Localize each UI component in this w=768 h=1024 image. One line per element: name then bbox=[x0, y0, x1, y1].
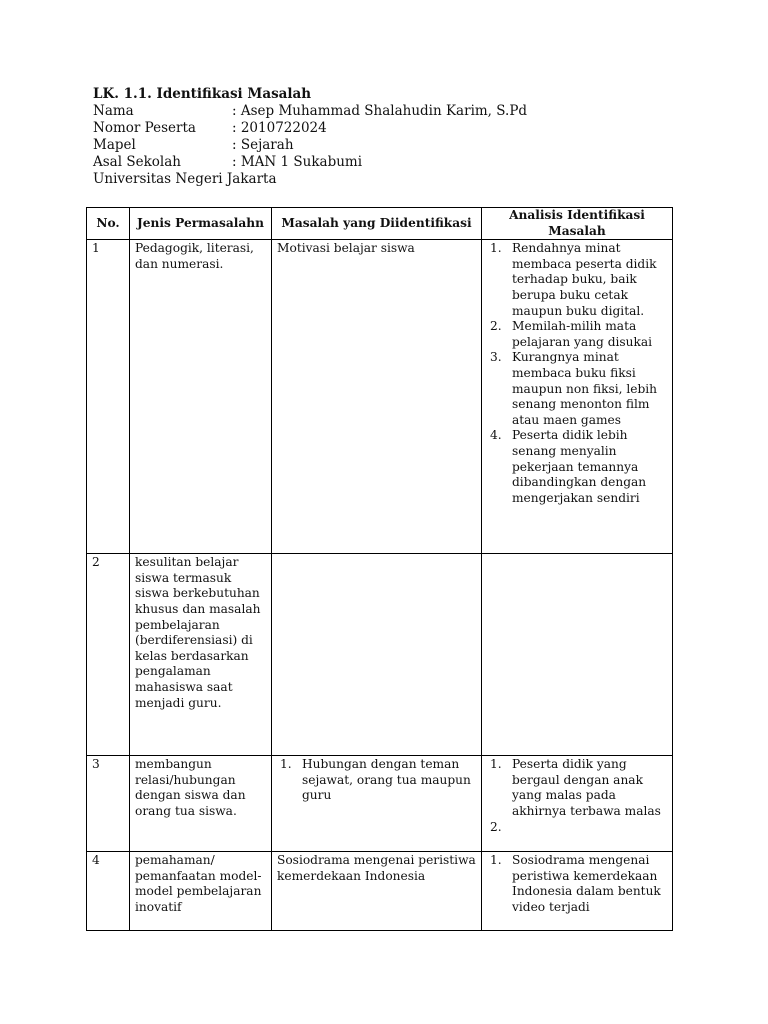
list-item bbox=[487, 853, 667, 915]
list-text: Rendahnya minat membaca peserta didik terhadap buku, baik berupa buku cetak maupun buku digital. bbox=[512, 241, 657, 318]
info-label: Asal Sekolah bbox=[93, 154, 181, 170]
info-value: : MAN 1 Sukabumi bbox=[232, 154, 363, 170]
table-row bbox=[87, 554, 673, 756]
masalah-cell: Motivasi belajar siswa bbox=[272, 240, 482, 554]
jenis-cell: kesulitan belajar siswa termasuk siswa berkebutuhan khusus dan masalah pembelajaran (berdiferensiasi) di kelas berdasarkan pengalaman mahasiswa saat menjadi guru. bbox=[130, 554, 272, 756]
analisis-cell bbox=[482, 852, 673, 931]
list-text: Peserta didik yang bergaul dengan anak yang malas pada akhirnya terbawa malas bbox=[512, 757, 661, 818]
list-number: 1. bbox=[490, 241, 502, 256]
masalah-cell bbox=[272, 554, 482, 756]
list-item bbox=[487, 757, 667, 819]
document-header bbox=[93, 86, 693, 188]
list-text bbox=[512, 820, 667, 836]
list-number: 1. bbox=[280, 757, 292, 772]
header-analisis: Analisis Identifikasi Masalah bbox=[482, 208, 673, 240]
info-value: : Asep Muhammad Shalahudin Karim, S.Pd bbox=[232, 103, 528, 119]
list-item bbox=[487, 350, 667, 428]
university-name: Universitas Negeri Jakarta bbox=[93, 171, 277, 187]
list-number: 2. bbox=[490, 819, 502, 834]
masalah-cell: Sosiodrama mengenai peristiwa kemerdekaan Indonesia bbox=[272, 852, 482, 931]
list-text: Kurangnya minat membaca buku fiksi maupun non fiksi, lebih senang menonton film atau maen games bbox=[512, 350, 658, 427]
list-text: Peserta didik lebih senang menyalin pekerjaan temannya dibandingkan dengan mengerjakan sendiri bbox=[512, 428, 647, 505]
table-row bbox=[87, 852, 673, 931]
row-number: 1 bbox=[87, 240, 130, 554]
analisis-cell bbox=[482, 756, 673, 852]
list-item bbox=[487, 428, 667, 506]
header-jenis-permasalahan: Jenis Permasalahn bbox=[130, 208, 272, 240]
list-item bbox=[487, 319, 667, 350]
document-title: LK. 1.1. Identifikasi Masalah bbox=[93, 86, 312, 102]
row-number: 3 bbox=[87, 756, 130, 852]
table-row bbox=[87, 756, 673, 852]
analisis-list bbox=[487, 241, 667, 506]
jenis-cell: Pedagogik, literasi, dan numerasi. bbox=[130, 240, 272, 554]
list-number: 1. bbox=[490, 757, 502, 772]
list-number: 1. bbox=[490, 853, 502, 868]
list-number: 2. bbox=[490, 319, 502, 334]
info-label: Mapel bbox=[93, 137, 136, 153]
masalah-cell bbox=[272, 756, 482, 852]
identity-block bbox=[93, 103, 693, 171]
list-text: Memilah-milih mata pelajaran yang disukai bbox=[512, 319, 653, 349]
info-label: Nomor Peserta bbox=[93, 120, 196, 136]
list-text: Sosiodrama mengenai peristiwa kemerdekaan Indonesia dalam bentuk video terjadi bbox=[512, 853, 661, 914]
jenis-cell: pemahaman/ pemanfaatan model-model pembelajaran inovatif bbox=[130, 852, 272, 931]
analisis-list bbox=[487, 757, 667, 835]
header-masalah-diidentifikasi: Masalah yang Diidentifikasi bbox=[272, 208, 482, 240]
list-number: 3. bbox=[490, 350, 502, 365]
info-value: : 2010722024 bbox=[232, 120, 327, 136]
list-number: 4. bbox=[490, 428, 502, 443]
header-no: No. bbox=[87, 208, 130, 240]
list-text: Hubungan dengan teman sejawat, orang tua maupun guru bbox=[302, 757, 471, 803]
masalah-list bbox=[277, 757, 476, 804]
analisis-cell bbox=[482, 240, 673, 554]
info-label: Nama bbox=[93, 103, 134, 119]
row-number: 4 bbox=[87, 852, 130, 931]
analisis-list bbox=[487, 853, 667, 915]
table-header-row bbox=[87, 208, 673, 240]
analisis-cell bbox=[482, 554, 673, 756]
table-row bbox=[87, 240, 673, 554]
list-item bbox=[487, 241, 667, 319]
info-row-nomor-peserta bbox=[93, 120, 693, 137]
info-row-nama bbox=[93, 103, 693, 120]
problem-identification-table bbox=[86, 207, 673, 931]
list-item bbox=[277, 757, 476, 804]
info-row-asal-sekolah bbox=[93, 154, 693, 171]
row-number: 2 bbox=[87, 554, 130, 756]
jenis-cell: membangun relasi/hubungan dengan siswa dan orang tua siswa. bbox=[130, 756, 272, 852]
info-row-mapel bbox=[93, 137, 693, 154]
info-value: : Sejarah bbox=[232, 137, 294, 153]
list-item bbox=[487, 820, 667, 836]
